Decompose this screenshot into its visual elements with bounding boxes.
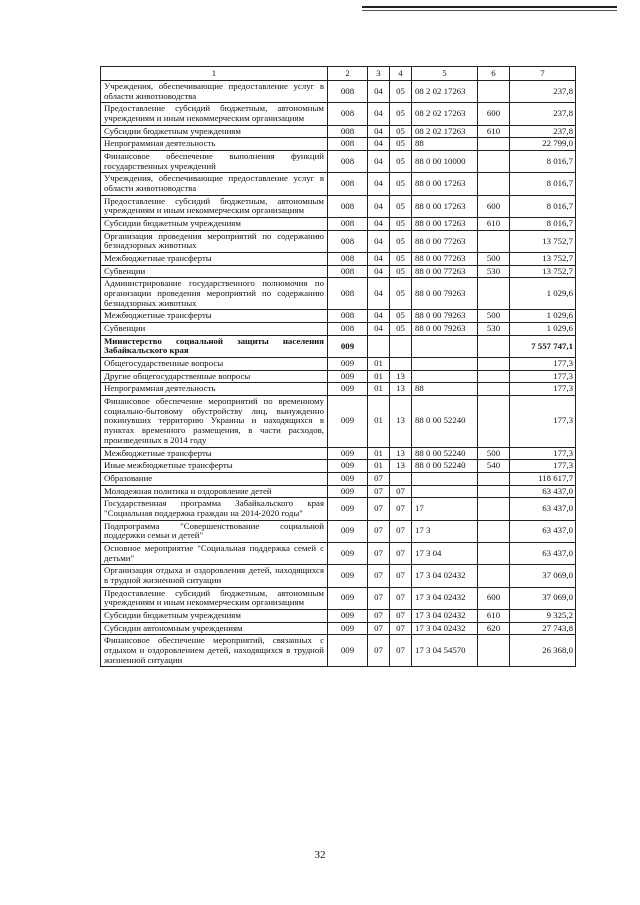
table-row [101, 370, 576, 383]
row-section-code: 04 [368, 173, 390, 195]
row-section-code: 01 [368, 383, 390, 396]
row-target-article: 17 3 04 02432 [412, 609, 478, 622]
row-target-article [412, 370, 478, 383]
row-section-code: 04 [368, 253, 390, 266]
row-ministry-code: 008 [328, 195, 368, 217]
row-section-code: 07 [368, 587, 390, 609]
row-amount: 13 752,7 [510, 230, 576, 252]
row-expense-type [478, 370, 510, 383]
row-expense-type: 600 [478, 587, 510, 609]
row-amount: 8 016,7 [510, 173, 576, 195]
row-expense-type: 530 [478, 323, 510, 336]
row-ministry-code: 008 [328, 265, 368, 278]
row-section-code: 04 [368, 310, 390, 323]
row-target-article: 88 0 00 79263 [412, 323, 478, 336]
row-expense-type: 540 [478, 460, 510, 473]
row-section-code: 07 [368, 472, 390, 485]
row-expense-type: 500 [478, 253, 510, 266]
row-expense-type: 610 [478, 609, 510, 622]
row-expense-type [478, 138, 510, 151]
row-target-article: 88 0 00 17263 [412, 195, 478, 217]
row-amount: 177,3 [510, 396, 576, 447]
row-amount: 37 069,0 [510, 565, 576, 587]
row-expense-type: 500 [478, 310, 510, 323]
table-row [101, 125, 576, 138]
row-target-article: 88 0 00 52240 [412, 396, 478, 447]
row-subsection-code: 13 [390, 396, 412, 447]
table-row [101, 485, 576, 498]
table-row [101, 81, 576, 103]
table-row [101, 335, 576, 357]
row-subsection-code: 07 [390, 498, 412, 520]
row-amount: 63 437,0 [510, 485, 576, 498]
row-expense-type [478, 542, 510, 564]
table-row [101, 218, 576, 231]
row-section-code: 04 [368, 195, 390, 217]
row-target-article: 88 0 00 52240 [412, 460, 478, 473]
row-subsection-code: 07 [390, 635, 412, 667]
row-section-code: 01 [368, 370, 390, 383]
row-name: Иные межбюджетные трансферты [101, 460, 328, 473]
row-amount: 177,3 [510, 370, 576, 383]
row-name: Непрограммная деятельность [101, 383, 328, 396]
row-subsection-code: 05 [390, 218, 412, 231]
row-name: Министерство социальной защиты населения Забайкальского края [101, 335, 328, 357]
row-expense-type [478, 383, 510, 396]
row-expense-type [478, 635, 510, 667]
row-name: Непрограммная деятельность [101, 138, 328, 151]
row-subsection-code: 07 [390, 520, 412, 542]
row-ministry-code: 009 [328, 635, 368, 667]
row-expense-type: 530 [478, 265, 510, 278]
row-target-article: 17 3 [412, 520, 478, 542]
row-name: Субвенции [101, 265, 328, 278]
row-target-article: 88 [412, 383, 478, 396]
row-expense-type [478, 485, 510, 498]
row-amount: 177,3 [510, 358, 576, 371]
row-section-code: 04 [368, 218, 390, 231]
row-name: Субсидии автономным учреждениям [101, 622, 328, 635]
column-header: 5 [412, 67, 478, 81]
row-name: Основное мероприятие "Социальная поддержка семей с детьми" [101, 542, 328, 564]
row-target-article: 88 0 00 52240 [412, 447, 478, 460]
row-expense-type [478, 520, 510, 542]
row-subsection-code: 05 [390, 125, 412, 138]
row-subsection-code: 05 [390, 103, 412, 125]
row-target-article: 88 0 00 17263 [412, 218, 478, 231]
row-target-article: 88 0 00 10000 [412, 151, 478, 173]
row-name: Субвенции [101, 323, 328, 336]
row-ministry-code: 008 [328, 151, 368, 173]
row-subsection-code: 05 [390, 230, 412, 252]
row-amount: 237,8 [510, 125, 576, 138]
row-amount: 37 069,0 [510, 587, 576, 609]
row-ministry-code: 008 [328, 253, 368, 266]
row-amount: 118 617,7 [510, 472, 576, 485]
row-section-code: 07 [368, 609, 390, 622]
row-name: Подпрограмма "Совершенствование социальной поддержки семьи и детей" [101, 520, 328, 542]
row-target-article: 17 3 04 54570 [412, 635, 478, 667]
row-subsection-code [390, 335, 412, 357]
row-target-article: 17 [412, 498, 478, 520]
row-section-code: 07 [368, 520, 390, 542]
table-row [101, 103, 576, 125]
row-expense-type: 500 [478, 447, 510, 460]
table-row [101, 622, 576, 635]
row-target-article: 88 0 00 17263 [412, 173, 478, 195]
table-row [101, 520, 576, 542]
row-ministry-code: 009 [328, 622, 368, 635]
table-row [101, 358, 576, 371]
table-row [101, 542, 576, 564]
row-subsection-code: 05 [390, 173, 412, 195]
row-section-code: 07 [368, 498, 390, 520]
row-target-article: 88 [412, 138, 478, 151]
row-section-code: 07 [368, 622, 390, 635]
row-name: Субсидии бюджетным учреждениям [101, 218, 328, 231]
row-ministry-code: 009 [328, 587, 368, 609]
table-row [101, 587, 576, 609]
row-amount: 8 016,7 [510, 195, 576, 217]
budget-table [100, 66, 576, 667]
row-name: Государственная программа Забайкальского края "Социальная поддержка граждан на 2014-2020 годы" [101, 498, 328, 520]
row-expense-type: 600 [478, 195, 510, 217]
row-name: Организация проведения мероприятий по содержанию безнадзорных животных [101, 230, 328, 252]
table-row [101, 396, 576, 447]
row-amount: 7 557 747,1 [510, 335, 576, 357]
row-subsection-code: 13 [390, 370, 412, 383]
table-row [101, 195, 576, 217]
table-row [101, 278, 576, 310]
row-ministry-code: 008 [328, 323, 368, 336]
row-target-article: 88 0 00 77263 [412, 265, 478, 278]
row-amount: 8 016,7 [510, 218, 576, 231]
table-row [101, 310, 576, 323]
row-expense-type [478, 81, 510, 103]
row-ministry-code: 008 [328, 278, 368, 310]
column-header: 7 [510, 67, 576, 81]
table-row [101, 173, 576, 195]
row-ministry-code: 009 [328, 447, 368, 460]
row-subsection-code: 07 [390, 485, 412, 498]
row-subsection-code: 05 [390, 138, 412, 151]
row-amount: 63 437,0 [510, 520, 576, 542]
row-amount: 1 029,6 [510, 310, 576, 323]
table-row [101, 383, 576, 396]
row-expense-type: 610 [478, 125, 510, 138]
row-section-code: 04 [368, 138, 390, 151]
row-expense-type [478, 230, 510, 252]
row-ministry-code: 009 [328, 396, 368, 447]
row-name: Образование [101, 472, 328, 485]
row-amount: 237,8 [510, 103, 576, 125]
row-section-code: 04 [368, 323, 390, 336]
row-name: Межбюджетные трансферты [101, 447, 328, 460]
row-ministry-code: 008 [328, 218, 368, 231]
column-header: 6 [478, 67, 510, 81]
row-name: Учреждения, обеспечивающие предоставление услуг в области животноводства [101, 173, 328, 195]
row-subsection-code: 13 [390, 383, 412, 396]
header-rule-thin [362, 10, 617, 11]
row-subsection-code: 13 [390, 447, 412, 460]
table-row [101, 138, 576, 151]
row-amount: 9 325,2 [510, 609, 576, 622]
row-ministry-code: 009 [328, 370, 368, 383]
row-subsection-code: 07 [390, 565, 412, 587]
row-amount: 13 752,7 [510, 253, 576, 266]
row-ministry-code: 009 [328, 460, 368, 473]
row-name: Межбюджетные трансферты [101, 310, 328, 323]
row-section-code: 04 [368, 265, 390, 278]
row-target-article [412, 335, 478, 357]
row-name: Молодежная политика и оздоровление детей [101, 485, 328, 498]
row-expense-type [478, 472, 510, 485]
row-ministry-code: 009 [328, 485, 368, 498]
row-amount: 13 752,7 [510, 265, 576, 278]
row-amount: 237,8 [510, 81, 576, 103]
row-section-code: 07 [368, 565, 390, 587]
row-target-article: 88 0 00 79263 [412, 310, 478, 323]
row-amount: 177,3 [510, 460, 576, 473]
row-ministry-code: 009 [328, 542, 368, 564]
row-name: Предоставление субсидий бюджетным, автономным учреждениям и иным некоммерческим организациям [101, 587, 328, 609]
row-subsection-code: 05 [390, 278, 412, 310]
table-row [101, 151, 576, 173]
row-expense-type [478, 396, 510, 447]
row-subsection-code: 07 [390, 542, 412, 564]
column-header: 1 [101, 67, 328, 81]
table-row [101, 265, 576, 278]
row-subsection-code: 05 [390, 151, 412, 173]
row-amount: 177,3 [510, 383, 576, 396]
row-name: Организация отдыха и оздоровления детей, находящихся в трудной жизненной ситуации [101, 565, 328, 587]
row-subsection-code [390, 472, 412, 485]
row-target-article [412, 358, 478, 371]
row-name: Администрирование государственного полномочия по организации проведения мероприятий по содержанию безнадзорных животных [101, 278, 328, 310]
row-target-article: 08 2 02 17263 [412, 125, 478, 138]
row-target-article: 08 2 02 17263 [412, 103, 478, 125]
table-row [101, 460, 576, 473]
table-row [101, 323, 576, 336]
table-row [101, 230, 576, 252]
row-amount: 177,3 [510, 447, 576, 460]
row-section-code: 04 [368, 103, 390, 125]
row-section-code: 01 [368, 460, 390, 473]
row-section-code: 01 [368, 396, 390, 447]
row-subsection-code: 07 [390, 587, 412, 609]
row-name: Финансовое обеспечение мероприятий по временному социально-бытовому обустройству лиц, вынужденно покинувших территорию Украины и находящихся в пунктах временного размещения, в части расходов, произведенных в 2014 году [101, 396, 328, 447]
row-subsection-code: 05 [390, 253, 412, 266]
row-subsection-code: 05 [390, 81, 412, 103]
row-expense-type [478, 173, 510, 195]
row-section-code [368, 335, 390, 357]
row-expense-type: 610 [478, 218, 510, 231]
row-target-article: 88 0 00 79263 [412, 278, 478, 310]
row-name: Финансовое обеспечение выполнения функций государственных учреждений [101, 151, 328, 173]
row-target-article [412, 472, 478, 485]
row-amount: 63 437,0 [510, 498, 576, 520]
row-ministry-code: 008 [328, 173, 368, 195]
row-section-code: 04 [368, 278, 390, 310]
row-name: Межбюджетные трансферты [101, 253, 328, 266]
column-header: 3 [368, 67, 390, 81]
row-expense-type [478, 335, 510, 357]
row-expense-type: 620 [478, 622, 510, 635]
row-subsection-code: 05 [390, 265, 412, 278]
row-ministry-code: 009 [328, 498, 368, 520]
row-section-code: 01 [368, 358, 390, 371]
row-amount: 1 029,6 [510, 323, 576, 336]
row-ministry-code: 009 [328, 520, 368, 542]
row-target-article: 17 3 04 02432 [412, 565, 478, 587]
row-subsection-code: 05 [390, 195, 412, 217]
row-section-code: 04 [368, 125, 390, 138]
row-ministry-code: 009 [328, 565, 368, 587]
row-expense-type [478, 565, 510, 587]
header-rule [362, 6, 617, 8]
row-subsection-code: 05 [390, 310, 412, 323]
table-row [101, 447, 576, 460]
table-row [101, 472, 576, 485]
table-row [101, 609, 576, 622]
row-ministry-code: 009 [328, 335, 368, 357]
row-amount: 26 368,0 [510, 635, 576, 667]
row-subsection-code: 05 [390, 323, 412, 336]
table-header-row [101, 67, 576, 81]
row-name: Субсидии бюджетным учреждениям [101, 125, 328, 138]
table-row [101, 635, 576, 667]
table-row [101, 253, 576, 266]
row-ministry-code: 008 [328, 310, 368, 323]
row-target-article [412, 485, 478, 498]
row-name: Учреждения, обеспечивающие предоставление услуг в области животноводства [101, 81, 328, 103]
row-name: Предоставление субсидий бюджетным, автономным учреждениям и иным некоммерческим организациям [101, 103, 328, 125]
row-subsection-code: 07 [390, 609, 412, 622]
page-number: 32 [314, 849, 326, 861]
row-ministry-code: 009 [328, 472, 368, 485]
row-target-article: 17 3 04 02432 [412, 587, 478, 609]
row-amount: 1 029,6 [510, 278, 576, 310]
row-target-article: 88 0 00 77263 [412, 230, 478, 252]
row-amount: 63 437,0 [510, 542, 576, 564]
table-row [101, 498, 576, 520]
row-ministry-code: 008 [328, 230, 368, 252]
row-ministry-code: 008 [328, 138, 368, 151]
row-section-code: 04 [368, 151, 390, 173]
row-subsection-code: 07 [390, 622, 412, 635]
row-ministry-code: 008 [328, 125, 368, 138]
row-ministry-code: 009 [328, 609, 368, 622]
row-target-article: 17 3 04 [412, 542, 478, 564]
row-section-code: 07 [368, 485, 390, 498]
row-expense-type [478, 278, 510, 310]
table-row [101, 565, 576, 587]
row-name: Общегосударственные вопросы [101, 358, 328, 371]
column-header: 4 [390, 67, 412, 81]
row-amount: 8 016,7 [510, 151, 576, 173]
row-section-code: 04 [368, 81, 390, 103]
row-ministry-code: 008 [328, 81, 368, 103]
row-section-code: 04 [368, 230, 390, 252]
row-target-article: 17 3 04 02432 [412, 622, 478, 635]
row-section-code: 07 [368, 635, 390, 667]
row-subsection-code: 13 [390, 460, 412, 473]
row-ministry-code: 009 [328, 358, 368, 371]
row-expense-type [478, 151, 510, 173]
row-name: Другие общегосударственные вопросы [101, 370, 328, 383]
row-target-article: 88 0 00 77263 [412, 253, 478, 266]
column-header: 2 [328, 67, 368, 81]
row-expense-type [478, 358, 510, 371]
row-amount: 22 799,0 [510, 138, 576, 151]
row-amount: 27 743,8 [510, 622, 576, 635]
row-expense-type [478, 498, 510, 520]
row-name: Субсидии бюджетным учреждениям [101, 609, 328, 622]
row-section-code: 01 [368, 447, 390, 460]
row-target-article: 08 2 02 17263 [412, 81, 478, 103]
row-name: Финансовое обеспечение мероприятий, связанных с отдыхом и оздоровлением детей, находящихся в трудной жизненной ситуации [101, 635, 328, 667]
row-subsection-code [390, 358, 412, 371]
row-ministry-code: 008 [328, 103, 368, 125]
row-name: Предоставление субсидий бюджетным, автономным учреждениям и иным некоммерческим организациям [101, 195, 328, 217]
row-ministry-code: 009 [328, 383, 368, 396]
row-expense-type: 600 [478, 103, 510, 125]
row-section-code: 07 [368, 542, 390, 564]
